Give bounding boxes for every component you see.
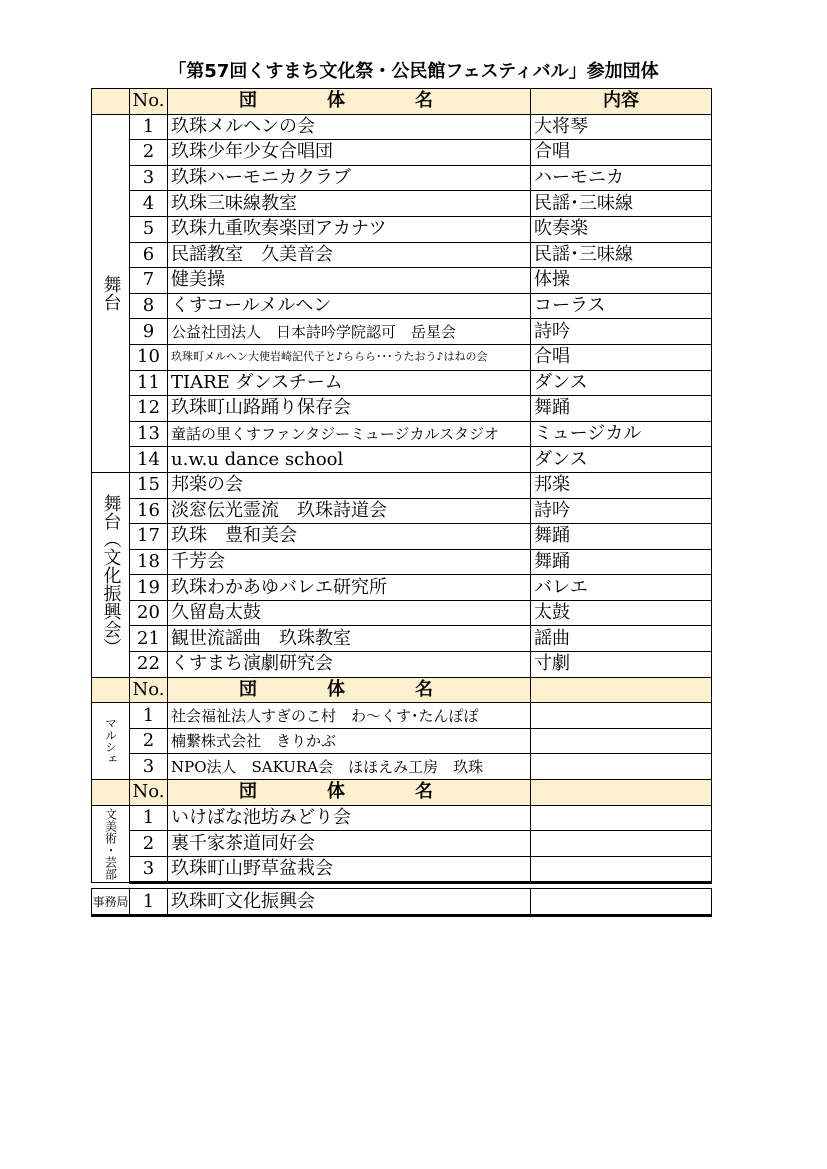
group-content: 詩吟 <box>531 319 712 345</box>
table-row <box>92 889 712 916</box>
group-content: ミュージカル <box>531 421 712 447</box>
group-content: バレエ <box>531 575 712 601</box>
group-label-cell <box>92 472 130 677</box>
group-content: 太鼓 <box>531 600 712 626</box>
header-no: No. <box>130 677 168 703</box>
row-number: 2 <box>130 728 168 754</box>
group-name: 観世流謡曲 玖珠教室 <box>168 626 531 652</box>
row-number: 21 <box>130 626 168 652</box>
header-row <box>92 677 712 703</box>
group-content: 合唱 <box>531 140 712 166</box>
group-content: 舞踊 <box>531 396 712 422</box>
header-no: No. <box>130 780 168 806</box>
group-content <box>531 754 712 780</box>
group-label-cell <box>92 889 130 916</box>
group-content: 謡曲 <box>531 626 712 652</box>
group-content <box>531 703 712 729</box>
group-label: 事務局 <box>92 894 129 909</box>
row-number: 1 <box>130 805 168 831</box>
row-number: 2 <box>130 831 168 857</box>
row-number: 6 <box>130 242 168 268</box>
group-name: 久留島太鼓 <box>168 600 531 626</box>
group-name: 玖珠少年少女合唱団 <box>168 140 531 166</box>
group-name: 千芳会 <box>168 549 531 575</box>
group-content: 民謡･三味線 <box>531 191 712 217</box>
table-row <box>92 293 712 319</box>
row-number: 9 <box>130 319 168 345</box>
participant-table <box>91 88 712 917</box>
row-number: 22 <box>130 652 168 678</box>
group-content: 舞踊 <box>531 524 712 550</box>
table-row <box>92 856 712 883</box>
group-name: NPO法人 SAKURA会 ほほえみ工房 玖珠 <box>168 754 531 780</box>
table-row <box>92 319 712 345</box>
table-row <box>92 344 712 370</box>
header-group-cell <box>92 89 130 115</box>
group-content <box>531 805 712 831</box>
row-number: 3 <box>130 754 168 780</box>
table-row <box>92 191 712 217</box>
group-content: 民謡･三味線 <box>531 242 712 268</box>
group-name: 健美操 <box>168 268 531 294</box>
row-number: 5 <box>130 216 168 242</box>
header-row <box>92 780 712 806</box>
header-name: 団 体 名 <box>168 677 531 703</box>
table-row <box>92 396 712 422</box>
group-name: TIARE ダンスチーム <box>168 370 531 396</box>
table-row <box>92 754 712 780</box>
table-row <box>92 421 712 447</box>
group-content: 寸劇 <box>531 652 712 678</box>
group-label: マルシェ <box>103 717 118 766</box>
header-content <box>531 780 712 806</box>
header-group-cell <box>92 780 130 806</box>
table-row <box>92 575 712 601</box>
group-content: 大将琴 <box>531 114 712 140</box>
group-content: 合唱 <box>531 344 712 370</box>
table-row <box>92 114 712 140</box>
group-content: 舞踊 <box>531 549 712 575</box>
header-name: 団 体 名 <box>168 89 531 115</box>
row-number: 18 <box>130 549 168 575</box>
group-name: くすまち演劇研究会 <box>168 652 531 678</box>
table-row <box>92 831 712 857</box>
group-name: 裏千家茶道同好会 <box>168 831 531 857</box>
group-label: 舞台（文化振興会） <box>100 493 122 656</box>
group-name: 民謡教室 久美音会 <box>168 242 531 268</box>
table-row <box>92 805 712 831</box>
header-content: 内容 <box>531 89 712 115</box>
header-content <box>531 677 712 703</box>
group-name: 楠繋株式会社 きりかぶ <box>168 728 531 754</box>
group-content <box>531 831 712 857</box>
row-number: 17 <box>130 524 168 550</box>
group-name: 社会福祉法人すぎのこ村 わ～くす･たんぽぽ <box>168 703 531 729</box>
group-name: くすコールメルヘン <box>168 293 531 319</box>
row-number: 1 <box>130 703 168 729</box>
group-name: 玖珠町山路踊り保存会 <box>168 396 531 422</box>
table-row <box>92 165 712 191</box>
group-content: 邦楽 <box>531 472 712 498</box>
header-row <box>92 89 712 115</box>
group-content: コーラス <box>531 293 712 319</box>
row-number: 3 <box>130 856 168 883</box>
table-row <box>92 242 712 268</box>
table-row <box>92 268 712 294</box>
group-name: 玖珠町文化振興会 <box>168 889 531 916</box>
row-number: 1 <box>130 114 168 140</box>
group-label: 舞台 <box>100 275 122 312</box>
group-content <box>531 889 712 916</box>
group-name: 童話の里くすファンタジーミュージカルスタジオ <box>168 421 531 447</box>
table-row <box>92 472 712 498</box>
header-group-cell <box>92 677 130 703</box>
row-number: 7 <box>130 268 168 294</box>
group-content: ダンス <box>531 370 712 396</box>
group-name: 玖珠ハーモニカクラブ <box>168 165 531 191</box>
group-content: ハーモニカ <box>531 165 712 191</box>
page-title: 「第57回くすまち文化祭・公民館フェスティバル」参加団体 <box>168 61 659 82</box>
row-number: 1 <box>130 889 168 916</box>
group-name: 邦楽の会 <box>168 472 531 498</box>
group-name: 公益社団法人 日本詩吟学院認可 岳星会 <box>168 319 531 345</box>
table-row <box>92 652 712 678</box>
header-no: No. <box>130 89 168 115</box>
group-name: 玖珠 豊和美会 <box>168 524 531 550</box>
table-row <box>92 728 712 754</box>
table-row <box>92 370 712 396</box>
table-row <box>92 447 712 473</box>
row-number: 10 <box>130 344 168 370</box>
group-name: 淡窓伝光霊流 玖珠詩道会 <box>168 498 531 524</box>
row-number: 15 <box>130 472 168 498</box>
row-number: 2 <box>130 140 168 166</box>
group-label-cell <box>92 114 130 472</box>
group-content <box>531 728 712 754</box>
group-label: 文美術・芸部 <box>103 808 118 881</box>
table-row <box>92 498 712 524</box>
table-row <box>92 600 712 626</box>
group-content: ダンス <box>531 447 712 473</box>
table-row <box>92 216 712 242</box>
row-number: 13 <box>130 421 168 447</box>
group-name: 玖珠町メルヘン大使岩崎記代子と♪ららら･･･うたおう♪はねの会 <box>168 344 531 370</box>
row-number: 3 <box>130 165 168 191</box>
row-number: 20 <box>130 600 168 626</box>
table-row <box>92 140 712 166</box>
row-number: 14 <box>130 447 168 473</box>
row-number: 12 <box>130 396 168 422</box>
group-content <box>531 856 712 883</box>
group-content: 体操 <box>531 268 712 294</box>
group-name: 玖珠わかあゆバレエ研究所 <box>168 575 531 601</box>
row-number: 11 <box>130 370 168 396</box>
group-content: 吹奏楽 <box>531 216 712 242</box>
group-name: いけばな池坊みどり会 <box>168 805 531 831</box>
group-name: 玖珠九重吹奏楽団アカナツ <box>168 216 531 242</box>
group-name: u.w.u dance school <box>168 447 531 473</box>
row-number: 4 <box>130 191 168 217</box>
row-number: 8 <box>130 293 168 319</box>
row-number: 16 <box>130 498 168 524</box>
table-row <box>92 549 712 575</box>
table-row <box>92 626 712 652</box>
group-label-cell <box>92 703 130 780</box>
group-name: 玖珠メルヘンの会 <box>168 114 531 140</box>
group-name: 玖珠三味線教室 <box>168 191 531 217</box>
header-name: 団 体 名 <box>168 780 531 806</box>
row-number: 19 <box>130 575 168 601</box>
table-row <box>92 703 712 729</box>
group-label-cell <box>92 805 130 883</box>
group-name: 玖珠町山野草盆栽会 <box>168 856 531 883</box>
group-content: 詩吟 <box>531 498 712 524</box>
table-row <box>92 524 712 550</box>
